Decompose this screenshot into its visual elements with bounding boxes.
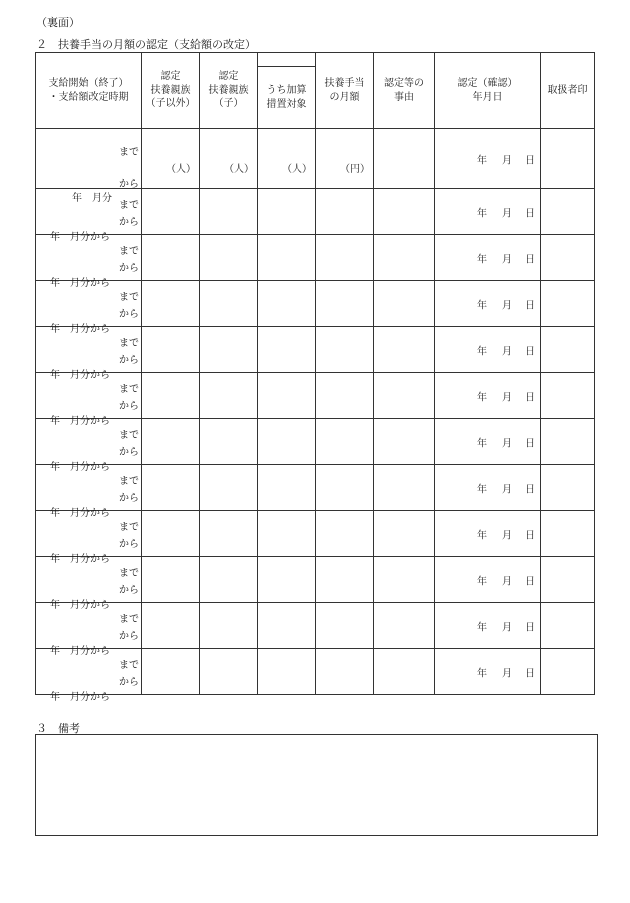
reason-cell <box>374 511 435 557</box>
dependents-child-cell <box>200 189 258 235</box>
extra-measure-cell <box>258 603 316 649</box>
period-cell: から 年 月分から まで <box>36 603 142 649</box>
monthly-amount-cell <box>316 281 374 327</box>
dependents-other-cell <box>142 511 200 557</box>
reason-cell <box>374 557 435 603</box>
extra-measure-cell <box>258 649 316 695</box>
header-extra-measure: うち加算 措置対象 <box>258 67 316 129</box>
dependents-child-cell <box>200 603 258 649</box>
header-handler-seal: 取扱者印 <box>541 53 595 129</box>
reason-cell <box>374 373 435 419</box>
reason-cell <box>374 189 435 235</box>
dependents-other-cell <box>142 465 200 511</box>
date-cell: 年 月 日 <box>435 419 541 465</box>
header-period: 支給開始（終了） ・支給額改定時期 <box>36 53 142 129</box>
date-cell: 年 月 日 <box>435 129 541 189</box>
header-monthly-amount: 扶養手当 の月額 <box>316 53 374 129</box>
dependents-child-cell <box>200 419 258 465</box>
period-cell: から 年 月分から まで <box>36 189 142 235</box>
reason-cell <box>374 281 435 327</box>
extra-measure-cell <box>258 465 316 511</box>
date-cell: 年 月 日 <box>435 235 541 281</box>
period-cell: から 年 月分から まで <box>36 511 142 557</box>
dependents-child-cell <box>200 511 258 557</box>
dependents-other-cell <box>142 419 200 465</box>
table-row <box>36 281 595 327</box>
seal-cell <box>541 373 595 419</box>
monthly-amount-cell <box>316 511 374 557</box>
table-row <box>36 511 595 557</box>
seal-cell <box>541 649 595 695</box>
dependents-child-cell <box>200 373 258 419</box>
seal-cell <box>541 235 595 281</box>
period-cell: から 年 月分から まで <box>36 419 142 465</box>
extra-measure-cell <box>258 373 316 419</box>
date-cell: 年 月 日 <box>435 603 541 649</box>
header-dependents-other: 認定 扶養親族 （子以外） <box>142 53 200 129</box>
table-row <box>36 129 595 189</box>
dependents-other-cell <box>142 373 200 419</box>
page-side-label: （裏面） <box>36 16 80 29</box>
seal-cell <box>541 189 595 235</box>
table-row <box>36 189 595 235</box>
monthly-amount-cell <box>316 235 374 281</box>
monthly-amount-cell <box>316 373 374 419</box>
date-cell: 年 月 日 <box>435 281 541 327</box>
period-cell: から 年 月分から まで <box>36 281 142 327</box>
dependents-child-cell <box>200 649 258 695</box>
period-cell: から 年 月分から まで <box>36 557 142 603</box>
reason-cell <box>374 419 435 465</box>
dependents-child-cell <box>200 327 258 373</box>
extra-measure-cell <box>258 557 316 603</box>
period-cell: から 年 月分から まで <box>36 327 142 373</box>
header-cert-date: 認定（確認） 年月日 <box>435 53 541 129</box>
dependents-other-cell <box>142 189 200 235</box>
dependents-other-cell <box>142 327 200 373</box>
unit-cell: （人） <box>200 129 258 189</box>
extra-measure-cell <box>258 281 316 327</box>
reason-cell <box>374 327 435 373</box>
date-cell: 年 月 日 <box>435 465 541 511</box>
monthly-amount-cell <box>316 649 374 695</box>
reason-cell <box>374 603 435 649</box>
table-row <box>36 419 595 465</box>
extra-measure-cell <box>258 235 316 281</box>
extra-measure-cell <box>258 419 316 465</box>
table-row <box>36 649 595 695</box>
table-row <box>36 603 595 649</box>
table-row <box>36 327 595 373</box>
unit-cell: （人） <box>258 129 316 189</box>
period-cell: から 年 月分から まで <box>36 373 142 419</box>
unit-cell: （円） <box>316 129 374 189</box>
dependents-other-cell <box>142 557 200 603</box>
seal-cell <box>541 465 595 511</box>
section2-title: ２ 扶養手当の月額の認定（支給額の改定） <box>36 38 256 51</box>
header-reason: 認定等の 事由 <box>374 53 435 129</box>
monthly-amount-cell <box>316 189 374 235</box>
extra-measure-cell <box>258 327 316 373</box>
header-dependents-child: 認定 扶養親族 （子） <box>200 53 258 129</box>
monthly-amount-cell <box>316 557 374 603</box>
remarks-box[interactable] <box>35 734 598 836</box>
monthly-amount-cell <box>316 419 374 465</box>
period-cell: から 年 月分 まで <box>36 129 142 189</box>
unit-cell: （人） <box>142 129 200 189</box>
monthly-amount-cell <box>316 465 374 511</box>
allowance-table <box>35 52 595 703</box>
date-cell: 年 月 日 <box>435 511 541 557</box>
table-row <box>36 557 595 603</box>
seal-cell <box>541 129 595 189</box>
dependents-other-cell <box>142 235 200 281</box>
date-cell: 年 月 日 <box>435 649 541 695</box>
dependents-other-cell <box>142 281 200 327</box>
table-row <box>36 373 595 419</box>
header-extra-top <box>258 53 316 67</box>
reason-cell <box>374 129 435 189</box>
section3-title: ３ 備考 <box>36 722 80 735</box>
seal-cell <box>541 281 595 327</box>
table-row <box>36 235 595 281</box>
extra-measure-cell <box>258 189 316 235</box>
date-cell: 年 月 日 <box>435 327 541 373</box>
dependents-child-cell <box>200 557 258 603</box>
period-cell: から 年 月分から まで <box>36 465 142 511</box>
seal-cell <box>541 511 595 557</box>
dependents-child-cell <box>200 235 258 281</box>
date-cell: 年 月 日 <box>435 189 541 235</box>
seal-cell <box>541 603 595 649</box>
seal-cell <box>541 557 595 603</box>
table-row <box>36 465 595 511</box>
extra-measure-cell <box>258 511 316 557</box>
reason-cell <box>374 649 435 695</box>
dependents-other-cell <box>142 649 200 695</box>
period-cell: から 年 月分から まで <box>36 235 142 281</box>
dependents-other-cell <box>142 603 200 649</box>
seal-cell <box>541 327 595 373</box>
dependents-child-cell <box>200 281 258 327</box>
period-cell: から 年 月分から まで <box>36 649 142 695</box>
reason-cell <box>374 235 435 281</box>
dependents-child-cell <box>200 465 258 511</box>
date-cell: 年 月 日 <box>435 373 541 419</box>
date-cell: 年 月 日 <box>435 557 541 603</box>
monthly-amount-cell <box>316 603 374 649</box>
seal-cell <box>541 419 595 465</box>
monthly-amount-cell <box>316 327 374 373</box>
reason-cell <box>374 465 435 511</box>
